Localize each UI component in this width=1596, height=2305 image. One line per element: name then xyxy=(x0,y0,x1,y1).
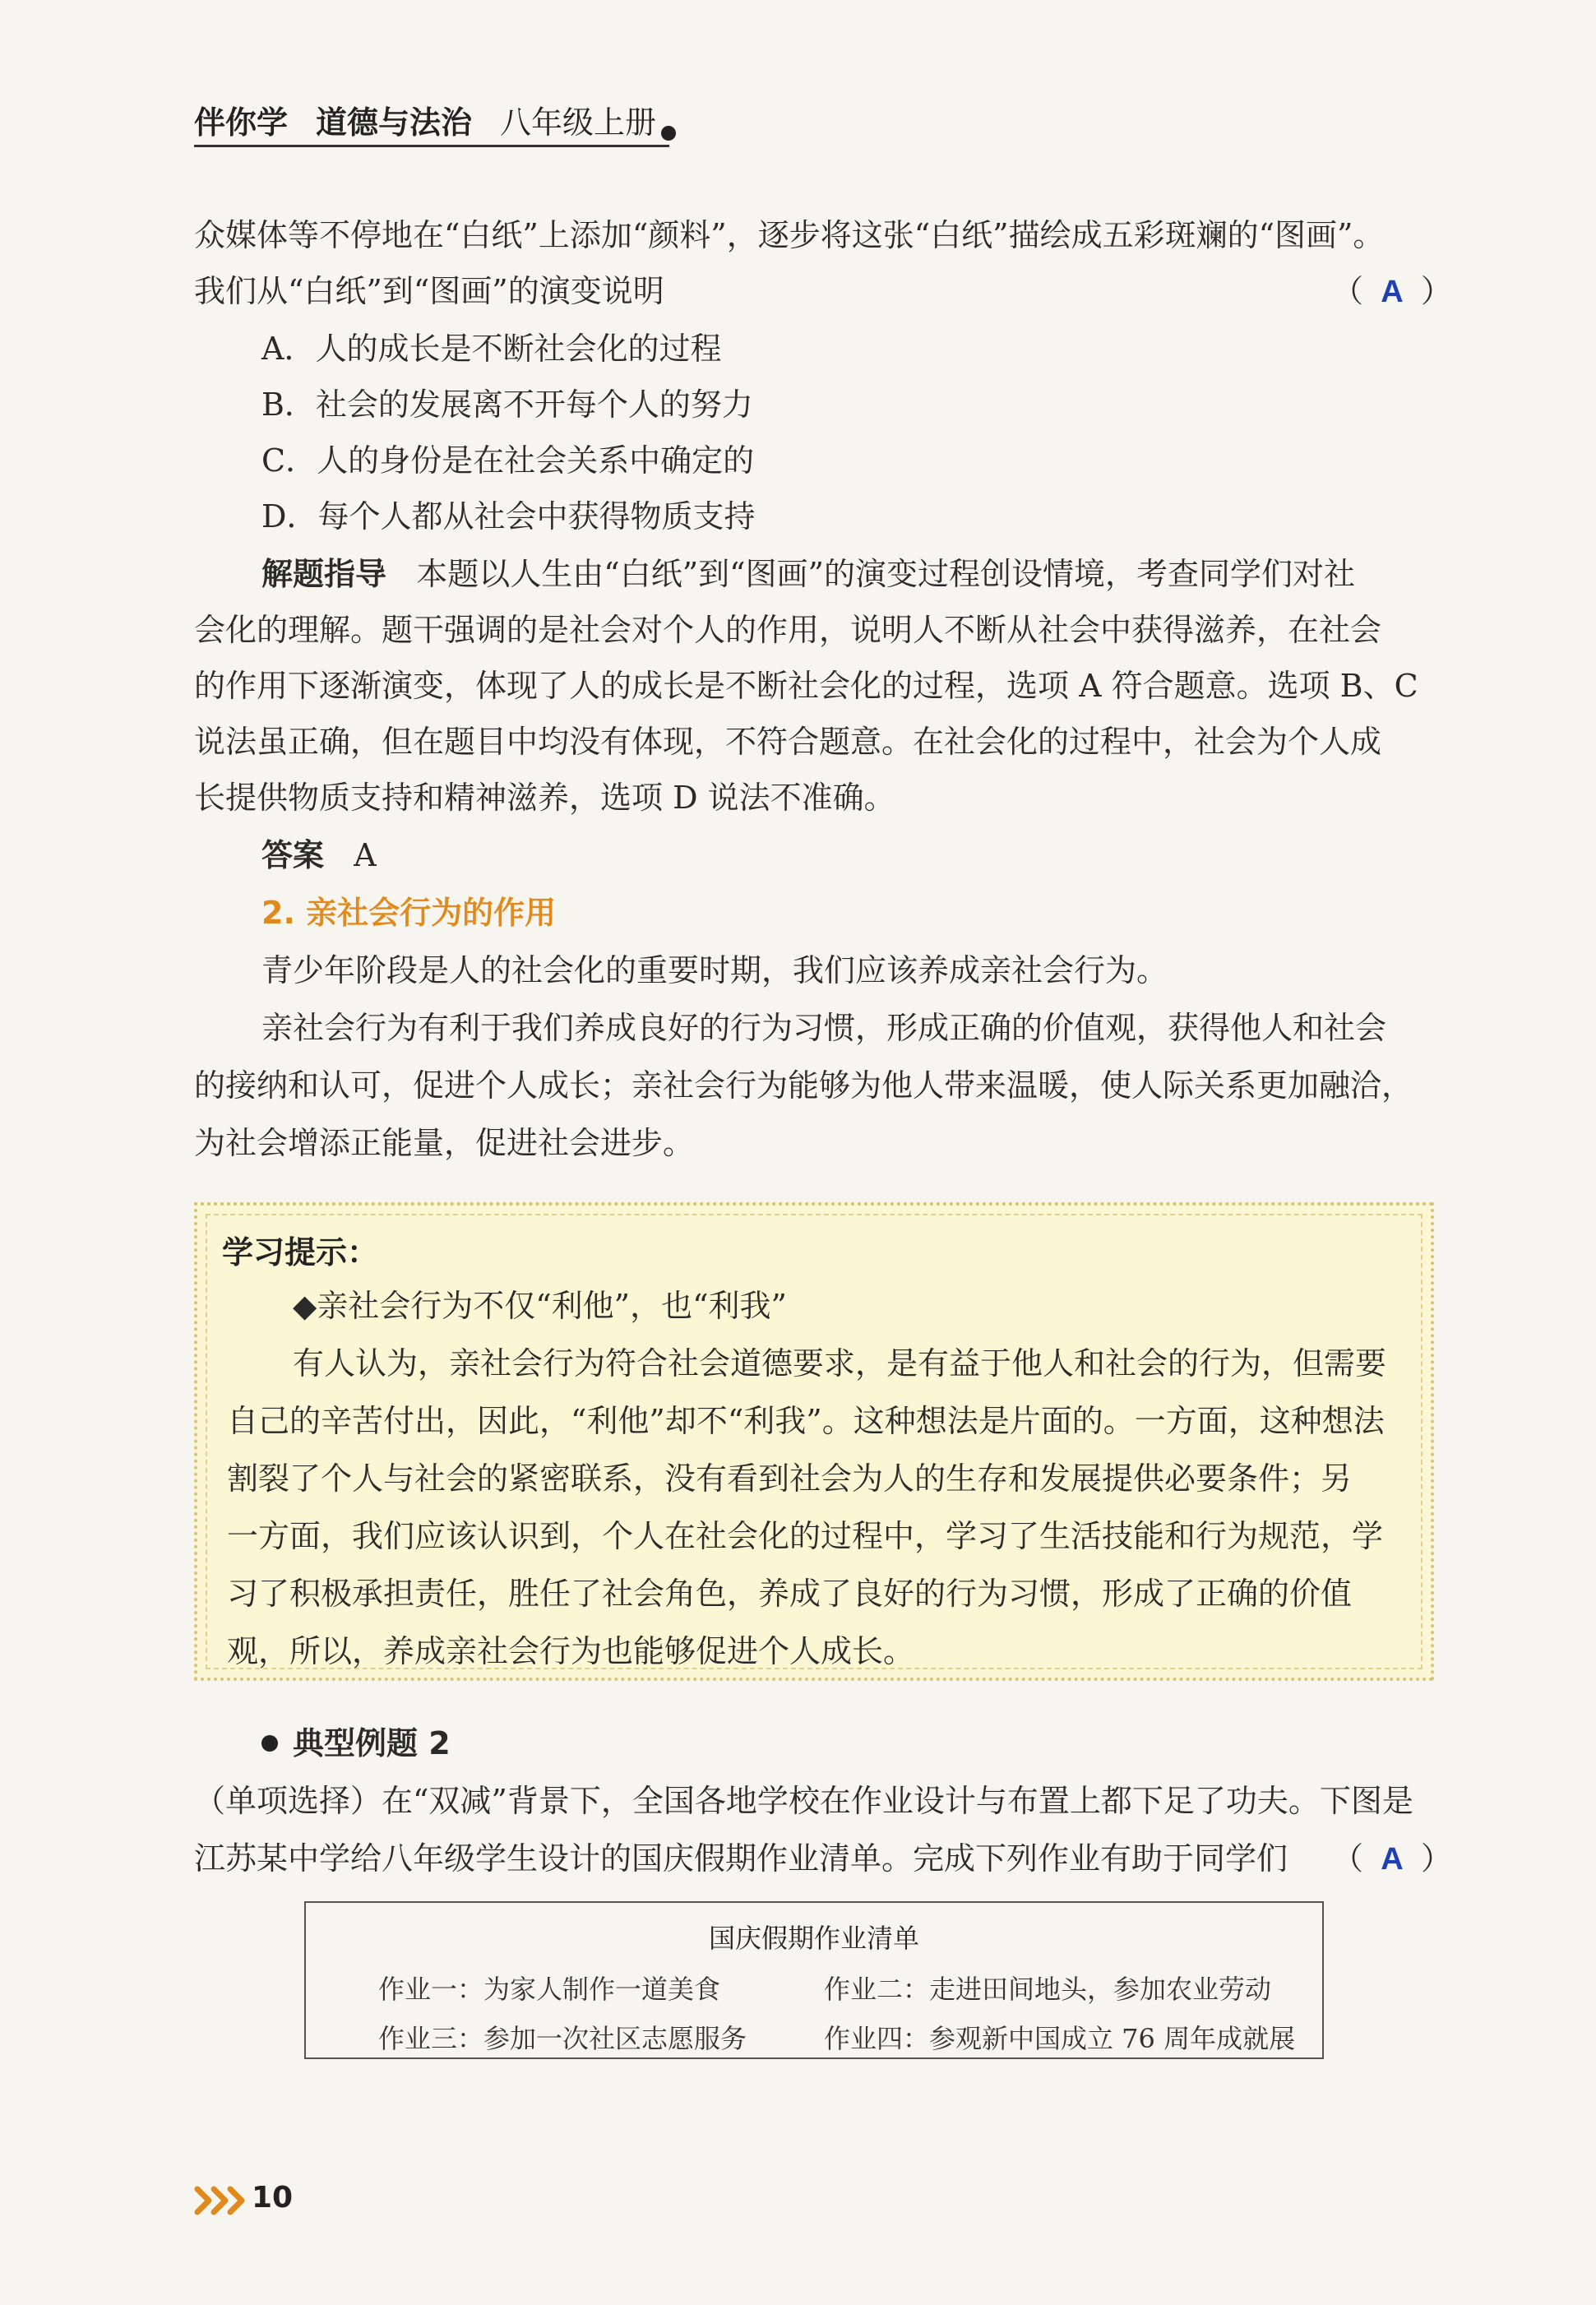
task-3: 作业三：参加一次社区志愿服务 xyxy=(378,2023,747,2054)
q1-answer-row xyxy=(261,835,377,875)
q1-option-d: D．每个人都从社会中获得物质支持 xyxy=(261,498,756,535)
tip-title: 学习提示： xyxy=(222,1234,379,1271)
homework-list-table xyxy=(304,1901,1324,2059)
answer-label: 答案 xyxy=(261,837,325,873)
tip-line2: 自己的辛苦付出，因此，“利他”却不“利我”。这种想法是片面的。一方面，这种想法 xyxy=(227,1403,1385,1439)
subject-name: 道德与法治 xyxy=(316,104,473,141)
q1-guide-line2: 会化的理解。题干强调的是社会对个人的作用，说明人不断从社会中获得滋养，在社会 xyxy=(194,612,1382,648)
guide-label: 解题指导 xyxy=(261,556,387,592)
example2-stem-line2: 江苏某中学给八年级学生设计的国庆假期作业清单。完成下列作业有助于同学们 xyxy=(194,1840,1288,1877)
q1-guide-line4: 说法虽正确，但在题目中均没有体现，不符合题意。在社会化的过程中，社会为个人成 xyxy=(194,724,1382,760)
section2-para2-line3: 为社会增添正能量，促进社会进步。 xyxy=(194,1125,695,1161)
section2-para2-line2: 的接纳和认可，促进个人成长；亲社会行为能够为他人带来温暖，使人际关系更加融洽， xyxy=(194,1067,1413,1104)
grade-name: 八年级上册 xyxy=(500,104,657,141)
q1-option-c: C．人的身份是在社会关系中确定的 xyxy=(261,442,755,479)
task-1: 作业一：为家人制作一道美食 xyxy=(378,1974,721,2005)
q1-answer-mark: A xyxy=(1381,275,1404,309)
q1-stem-line2: 我们从“白纸”到“图画”的演变说明 xyxy=(194,273,664,309)
tip-subtitle: ◆亲社会行为不仅“利他”，也“利我” xyxy=(293,1288,787,1324)
triple-chevron-icon xyxy=(194,2184,260,2217)
section2-para1: 青少年阶段是人的社会化的重要时期，我们应该养成亲社会行为。 xyxy=(261,952,1168,988)
q1-guide-line3: 的作用下逐渐演变，体现了人的成长是不断社会化的过程，选项 A 符合题意。选项 B、C xyxy=(194,668,1418,704)
q1-guide-line5: 长提供物质支持和精神滋养，选项 D 说法不准确。 xyxy=(194,780,895,816)
example2-stem-line1: （单项选择）在“双减”背景下，全国各地学校在作业设计与布置上都下足了功夫。下图是 xyxy=(194,1783,1413,1819)
tip-line5: 习了积极承担责任，胜任了社会角色，养成了良好的行为习惯，形成了正确的价值 xyxy=(227,1576,1353,1612)
header-dot-icon xyxy=(661,126,676,141)
header-rule xyxy=(194,145,669,147)
answer-value: A xyxy=(354,837,377,873)
q1-guide-line1: 解题指导 本题以人生由“白纸”到“图画”的演变过程创设情境，考查同学们对社 xyxy=(261,556,1355,592)
tip-line6: 观，所以，养成亲社会行为也能够促进个人成长。 xyxy=(227,1633,915,1669)
task-4: 作业四：参观新中国成立 76 周年成就展 xyxy=(824,2023,1296,2054)
q1-stem-line1: 众媒体等不停地在“白纸”上添加“颜料”，逐步将这张“白纸”描绘成五彩斑斓的“图画”。 xyxy=(194,217,1385,253)
running-header xyxy=(194,97,656,142)
example2-heading-row xyxy=(261,1724,451,1763)
q1-option-b: B．社会的发展离不开每个人的努力 xyxy=(261,386,753,423)
table-title: 国庆假期作业清单 xyxy=(708,1923,919,1954)
section2-heading: 2. 亲社会行为的作用 xyxy=(261,895,557,931)
series-name: 伴你学 xyxy=(194,104,289,141)
section2-para2-line1: 亲社会行为有利于我们养成良好的行为习惯，形成正确的价值观，获得他人和社会 xyxy=(261,1010,1387,1046)
task-2: 作业二：走进田间地头，参加农业劳动 xyxy=(824,1974,1272,2005)
q1-option-a: A．人的成长是不断社会化的过程 xyxy=(261,331,722,367)
example2-heading: 典型例题 2 xyxy=(293,1725,451,1761)
tip-line4: 一方面，我们应该认识到，个人在社会化的过程中，学习了生活技能和行为规范，学 xyxy=(227,1518,1384,1554)
page-number: 10 xyxy=(252,2181,294,2215)
tip-line3: 割裂了个人与社会的紧密联系，没有看到社会为人的生存和发展提供必要条件；另 xyxy=(227,1460,1353,1497)
bullet-icon xyxy=(261,1735,278,1752)
q1-answer-paren: （ A ） xyxy=(1332,271,1452,312)
example2-answer-paren: （ A ） xyxy=(1332,1839,1452,1879)
tip-line1: 有人认为，亲社会行为符合社会道德要求，是有益于他人和社会的行为，但需要 xyxy=(293,1345,1387,1382)
example2-answer-mark: A xyxy=(1381,1842,1404,1877)
